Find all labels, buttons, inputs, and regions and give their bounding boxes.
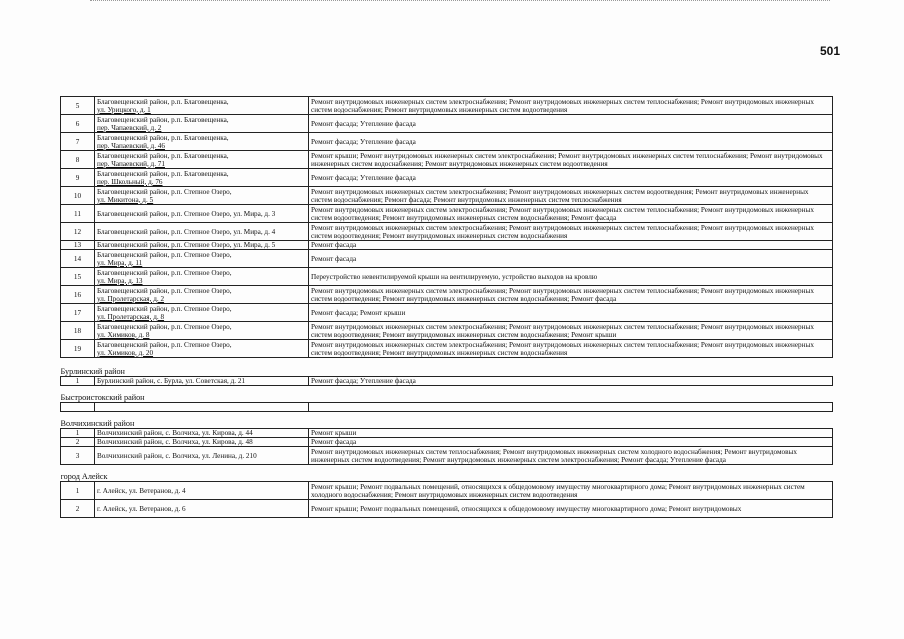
- address-cell: [95, 268, 309, 286]
- address-cell: [95, 133, 309, 151]
- row-number: 1: [61, 429, 95, 438]
- address-line: Волчихинский район, с. Волчиха, ул. Ленина, д. 210: [97, 451, 257, 460]
- address-line: Волчихинский район, с. Волчиха, ул. Кирова, д. 44: [97, 429, 253, 437]
- row-number: 8: [61, 151, 95, 169]
- works-cell: Ремонт внутридомовых инженерных систем электроснабжения; Ремонт внутридомовых инженерных систем теплоснабжения; Ремонт внутридомовых инженерных систем водоотведения; Ремонт внутридомовых инженерных систем водоснабжения; Ремонт крыши: [309, 322, 833, 340]
- address-cell: [95, 250, 309, 268]
- address-cell: [95, 151, 309, 169]
- address-line: Благовещенский район, р.п. Степное Озеро, ул. Мира, д. 3: [97, 209, 276, 218]
- works-cell: Ремонт внутридомовых инженерных систем электроснабжения; Ремонт внутридомовых инженерных систем теплоснабжения; Ремонт внутридомовых инженерных систем водоотведения; Ремонт внутридомовых инженерных систем водоснабжения: [309, 340, 833, 358]
- address-cell: [95, 223, 309, 241]
- row-number: 1: [61, 377, 95, 386]
- row-number: 13: [61, 241, 95, 250]
- address-cell: [95, 97, 309, 115]
- address-line: Благовещенский район, р.п. Степное Озеро,: [97, 340, 232, 349]
- address-cell: [95, 377, 309, 386]
- address-line: пер. Чапаевский, д. 2: [97, 123, 162, 132]
- works-cell: Переустройство невентилируемой крыши на вентилируемую, устройство выходов на кровлю: [309, 268, 833, 286]
- row-number: 11: [61, 205, 95, 223]
- address-line: пер. Чапаевский, д. 71: [97, 159, 165, 168]
- table-row: [61, 377, 833, 386]
- address-line: ул. Химиков, д. 20: [97, 348, 154, 357]
- works-cell: Ремонт крыши; Ремонт подвальных помещений, относящихся к общедомовому имуществу многоквартирного дома; Ремонт внутридомовых: [309, 500, 833, 518]
- address-line: ул. Мира, д. 13: [97, 276, 143, 285]
- district-name: Быстроистокский район: [61, 386, 833, 403]
- address-line: Волчихинский район, с. Волчиха, ул. Кирова, д. 48: [97, 438, 253, 446]
- table-row: [61, 447, 833, 465]
- district-name: город Алейск: [61, 465, 833, 482]
- row-number: 17: [61, 304, 95, 322]
- address-cell: [95, 340, 309, 358]
- district-header-row: [61, 386, 833, 403]
- table-row: [61, 286, 833, 304]
- works-cell: Ремонт фасада; Утепление фасада: [309, 377, 833, 386]
- address-line: Благовещенский район, р.п. Благовещенка,: [97, 151, 229, 160]
- works-cell: Ремонт внутридомовых инженерных систем электроснабжения; Ремонт внутридомовых инженерных систем теплоснабжения; Ремонт внутридомовых инженерных систем водоснабжения; Ремонт внутридомовых инженерных систем водоотведения: [309, 97, 833, 115]
- row-number: 16: [61, 286, 95, 304]
- address-cell: [95, 187, 309, 205]
- district-header-row: [61, 465, 833, 482]
- address-line: Благовещенский район, р.п. Благовещенка,: [97, 115, 229, 124]
- table-row: [61, 241, 833, 250]
- table-row: [61, 133, 833, 151]
- address-line: Благовещенский район, р.п. Благовещенка,: [97, 97, 229, 106]
- row-number: 2: [61, 500, 95, 518]
- address-line: Благовещенский район, р.п. Степное Озеро,: [97, 286, 232, 295]
- district-name: Волчихинский район: [61, 412, 833, 429]
- address-cell: [95, 115, 309, 133]
- address-cell: [95, 482, 309, 500]
- address-line: ул. Урицкого, д. 1: [97, 105, 151, 114]
- address-cell: [95, 403, 309, 412]
- row-number: 3: [61, 447, 95, 465]
- row-number: 9: [61, 169, 95, 187]
- works-cell: Ремонт фасада; Утепление фасада: [309, 169, 833, 187]
- row-number: 7: [61, 133, 95, 151]
- address-cell: [95, 322, 309, 340]
- works-cell: Ремонт фасада: [309, 241, 833, 250]
- row-number: 15: [61, 268, 95, 286]
- row-number: 6: [61, 115, 95, 133]
- address-line: Благовещенский район, р.п. Степное Озеро,: [97, 304, 232, 313]
- table-row: [61, 97, 833, 115]
- row-number: [61, 403, 95, 412]
- table-row: [61, 322, 833, 340]
- table-row: [61, 304, 833, 322]
- address-cell: [95, 169, 309, 187]
- address-line: Благовещенский район, р.п. Степное Озеро,: [97, 268, 232, 277]
- table-row: [61, 403, 833, 412]
- address-line: Благовещенский район, р.п. Степное Озеро,: [97, 322, 232, 331]
- table-row: [61, 223, 833, 241]
- works-cell: Ремонт внутридомовых инженерных систем электроснабжения; Ремонт внутридомовых инженерных систем теплоснабжения; Ремонт внутридомовых инженерных систем водоотведения; Ремонт внутридомовых инженерных систем водоснабжения; Ремонт фасада: [309, 205, 833, 223]
- works-cell: Ремонт внутридомовых инженерных систем электроснабжения; Ремонт внутридомовых инженерных систем водоотведения; Ремонт внутридомовых инженерных систем водоснабжения; Ремонт фасада; Ремонт внутридомовых инженерных систем теплоснабжения: [309, 187, 833, 205]
- table-row: [61, 482, 833, 500]
- row-number: 2: [61, 438, 95, 447]
- row-number: 10: [61, 187, 95, 205]
- table-row: [61, 429, 833, 438]
- table-row: [61, 250, 833, 268]
- row-number: 5: [61, 97, 95, 115]
- row-number: 1: [61, 482, 95, 500]
- address-line: Благовещенский район, р.п. Степное Озеро,: [97, 187, 232, 196]
- works-cell: Ремонт фасада: [309, 438, 833, 447]
- works-cell: Ремонт внутридомовых инженерных систем электроснабжения; Ремонт внутридомовых инженерных систем теплоснабжения; Ремонт внутридомовых инженерных систем водоотведения; Ремонт внутридомовых инженерных систем водоснабжения: [309, 223, 833, 241]
- address-line: ул. Мира, д. 11: [97, 258, 143, 267]
- works-cell: [309, 403, 833, 412]
- table-row: [61, 115, 833, 133]
- address-line: Благовещенский район, р.п. Благовещенка,: [97, 133, 229, 142]
- address-line: ул. Химиков, д. 8: [97, 330, 150, 339]
- address-line: пер. Чапаевский, д. 46: [97, 141, 165, 150]
- address-line: пер. Школьный, д. 76: [97, 177, 163, 186]
- address-line: г. Алейск, ул. Ветеранов, д. 6: [97, 504, 186, 513]
- address-line: ул. Пролетарская, д. 8: [97, 312, 165, 321]
- table-row: [61, 438, 833, 447]
- address-line: Благовещенский район, р.п. Степное Озеро, ул. Мира, д. 5: [97, 241, 276, 249]
- district-name: Бурлинский район: [61, 358, 833, 377]
- address-line: ул. Микитона, д. 5: [97, 195, 154, 204]
- row-number: 19: [61, 340, 95, 358]
- address-line: Благовещенский район, р.п. Степное Озеро,: [97, 250, 232, 259]
- row-number: 18: [61, 322, 95, 340]
- address-cell: [95, 205, 309, 223]
- district-header-row: [61, 412, 833, 429]
- address-cell: [95, 438, 309, 447]
- table-row: [61, 151, 833, 169]
- table-row: [61, 340, 833, 358]
- address-cell: [95, 286, 309, 304]
- address-line: Бурлинский район, с. Бурла, ул. Советская, д. 21: [97, 377, 246, 385]
- address-line: Благовещенский район, р.п. Благовещенка,: [97, 169, 229, 178]
- repair-program-table: [60, 96, 833, 518]
- address-cell: [95, 241, 309, 250]
- address-line: ул. Пролетарская, д. 2: [97, 294, 165, 303]
- district-header-row: [61, 358, 833, 377]
- address-cell: [95, 500, 309, 518]
- table-row: [61, 205, 833, 223]
- works-cell: Ремонт крыши: [309, 429, 833, 438]
- address-cell: [95, 429, 309, 438]
- works-cell: Ремонт фасада: [309, 250, 833, 268]
- works-cell: Ремонт фасада; Ремонт крыши: [309, 304, 833, 322]
- table-row: [61, 187, 833, 205]
- scan-edge-mark: [90, 0, 830, 2]
- address-cell: [95, 447, 309, 465]
- row-number: 14: [61, 250, 95, 268]
- row-number: 12: [61, 223, 95, 241]
- works-cell: Ремонт крыши; Ремонт подвальных помещений, относящихся к общедомовому имуществу многоквартирного дома; Ремонт внутридомовых инженерных систем холодного водоснабжения; Ремонт внутридомовых инженерных систем водоотведения: [309, 482, 833, 500]
- page-number: 501: [820, 44, 841, 58]
- works-cell: Ремонт фасада; Утепление фасада: [309, 115, 833, 133]
- address-cell: [95, 304, 309, 322]
- table-row: [61, 500, 833, 518]
- works-cell: Ремонт внутридомовых инженерных систем электроснабжения; Ремонт внутридомовых инженерных систем теплоснабжения; Ремонт внутридомовых инженерных систем водоотведения; Ремонт внутридомовых инженерных систем водоснабжения; Ремонт фасада: [309, 286, 833, 304]
- works-cell: Ремонт внутридомовых инженерных систем теплоснабжения; Ремонт внутридомовых инженерных систем холодного водоснабжения; Ремонт внутридомовых инженерных систем водоотведения; Ремонт внутридомовых инженерных систем электроснабжения; Ремонт фасада; Утепление фасада: [309, 447, 833, 465]
- works-cell: Ремонт крыши; Ремонт внутридомовых инженерных систем электроснабжения; Ремонт внутридомовых инженерных систем теплоснабжения; Ремонт внутридомовых инженерных систем водоснабжения; Ремонт внутридомовых инженерных систем водоотведения: [309, 151, 833, 169]
- table-row: [61, 169, 833, 187]
- address-line: г. Алейск, ул. Ветеранов, д. 4: [97, 486, 186, 495]
- works-cell: Ремонт фасада; Утепление фасада: [309, 133, 833, 151]
- table-row: [61, 268, 833, 286]
- address-line: Благовещенский район, р.п. Степное Озеро, ул. Мира, д. 4: [97, 227, 276, 236]
